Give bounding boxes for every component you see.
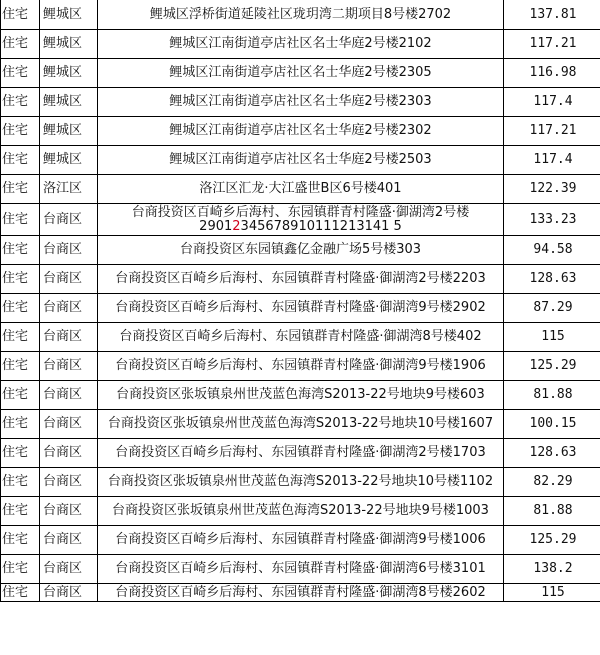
- cell-district: 鲤城区: [40, 146, 98, 175]
- cell-district: 鲤城区: [40, 117, 98, 146]
- cell-address: 台商投资区百崎乡后海村、东园镇群青村隆盛·御湖湾6号楼3101: [98, 555, 504, 584]
- address-line-1: 台商投资区百崎乡后海村、东园镇群青村隆盛·御湖湾2号楼: [131, 204, 470, 220]
- address-line-2-end: 345678910111213141 5: [240, 218, 402, 234]
- cell-area: 117.4: [504, 88, 600, 117]
- cell-type: 住宅: [1, 439, 40, 468]
- cell-address: 鲤城区江南街道亭店社区名士华庭2号楼2102: [98, 30, 504, 59]
- cell-district: 台商区: [40, 294, 98, 323]
- table-row: [1, 204, 600, 236]
- table-row: [1, 236, 600, 265]
- table-row: [1, 584, 600, 602]
- cell-address: 鲤城区浮桥街道延陵社区珑玥湾二期项目8号楼2702: [98, 0, 504, 30]
- cell-area: 137.81: [504, 0, 600, 30]
- cell-address: 台商投资区张坂镇泉州世茂蓝色海湾S2013-22号地块9号楼1003: [98, 497, 504, 526]
- table-row: [1, 88, 600, 117]
- cell-area: 117.21: [504, 117, 600, 146]
- cell-address: [98, 204, 504, 236]
- cell-type: 住宅: [1, 584, 40, 602]
- cell-address: 台商投资区百崎乡后海村、东园镇群青村隆盛·御湖湾2号楼1703: [98, 439, 504, 468]
- cell-area: 122.39: [504, 175, 600, 204]
- cell-district: 台商区: [40, 204, 98, 236]
- cell-address: 鲤城区江南街道亭店社区名士华庭2号楼2305: [98, 59, 504, 88]
- cell-type: 住宅: [1, 88, 40, 117]
- cell-district: 台商区: [40, 468, 98, 497]
- cell-type: 住宅: [1, 0, 40, 30]
- cell-district: 台商区: [40, 323, 98, 352]
- cell-district: 鲤城区: [40, 30, 98, 59]
- table-row: [1, 439, 600, 468]
- cell-address: 鲤城区江南街道亭店社区名士华庭2号楼2303: [98, 88, 504, 117]
- cell-area: 115: [504, 584, 600, 602]
- cell-type: 住宅: [1, 323, 40, 352]
- cell-type: 住宅: [1, 381, 40, 410]
- cell-address: 台商投资区张坂镇泉州世茂蓝色海湾S2013-22号地块9号楼603: [98, 381, 504, 410]
- cell-area: 115: [504, 323, 600, 352]
- cell-address: 台商投资区张坂镇泉州世茂蓝色海湾S2013-22号地块10号楼1102: [98, 468, 504, 497]
- cell-district: 鲤城区: [40, 59, 98, 88]
- cell-type: 住宅: [1, 497, 40, 526]
- address-line-2-start: 2901: [199, 218, 233, 234]
- table-row: [1, 410, 600, 439]
- cell-address: 鲤城区江南街道亭店社区名士华庭2号楼2503: [98, 146, 504, 175]
- cell-address: 台商投资区百崎乡后海村、东园镇群青村隆盛·御湖湾9号楼1006: [98, 526, 504, 555]
- cell-district: 台商区: [40, 236, 98, 265]
- cell-area: 94.58: [504, 236, 600, 265]
- table-row: [1, 294, 600, 323]
- table-row: [1, 352, 600, 381]
- table-row: [1, 381, 600, 410]
- table-row: [1, 30, 600, 59]
- cell-district: 台商区: [40, 497, 98, 526]
- cell-type: 住宅: [1, 526, 40, 555]
- cell-area: 117.21: [504, 30, 600, 59]
- cell-address: 台商投资区张坂镇泉州世茂蓝色海湾S2013-22号地块10号楼1607: [98, 410, 504, 439]
- cell-type: 住宅: [1, 468, 40, 497]
- cell-address: 台商投资区百崎乡后海村、东园镇群青村隆盛·御湖湾8号楼2602: [98, 584, 504, 602]
- cell-type: 住宅: [1, 175, 40, 204]
- cell-district: 台商区: [40, 352, 98, 381]
- cell-type: 住宅: [1, 146, 40, 175]
- cell-address: 台商投资区百崎乡后海村、东园镇群青村隆盛·御湖湾2号楼2203: [98, 265, 504, 294]
- cell-area: 81.88: [504, 381, 600, 410]
- cell-address: 洛江区汇龙·大江盛世B区6号楼401: [98, 175, 504, 204]
- cell-district: 台商区: [40, 526, 98, 555]
- cell-type: 住宅: [1, 294, 40, 323]
- table-row: [1, 175, 600, 204]
- cell-area: 133.23: [504, 204, 600, 236]
- table-row: [1, 323, 600, 352]
- cell-type: 住宅: [1, 555, 40, 584]
- table-row: [1, 468, 600, 497]
- cell-area: 100.15: [504, 410, 600, 439]
- cell-district: 台商区: [40, 584, 98, 602]
- cell-type: 住宅: [1, 410, 40, 439]
- cell-type: 住宅: [1, 236, 40, 265]
- cell-area: 138.2: [504, 555, 600, 584]
- cell-area: 82.29: [504, 468, 600, 497]
- table-row: [1, 555, 600, 584]
- table-row: [1, 117, 600, 146]
- table-row: [1, 265, 600, 294]
- cell-type: 住宅: [1, 59, 40, 88]
- cell-type: 住宅: [1, 30, 40, 59]
- cell-address: 台商投资区东园镇鑫亿金融广场5号楼303: [98, 236, 504, 265]
- cell-type: 住宅: [1, 117, 40, 146]
- cell-address: 台商投资区百崎乡后海村、东园镇群青村隆盛·御湖湾8号楼402: [98, 323, 504, 352]
- cell-address: 台商投资区百崎乡后海村、东园镇群青村隆盛·御湖湾9号楼1906: [98, 352, 504, 381]
- cell-area: 128.63: [504, 439, 600, 468]
- cell-type: 住宅: [1, 265, 40, 294]
- cell-area: 116.98: [504, 59, 600, 88]
- address-line-2: [98, 220, 503, 234]
- table-row: [1, 59, 600, 88]
- cell-address: 鲤城区江南街道亭店社区名士华庭2号楼2302: [98, 117, 504, 146]
- table-row: [1, 0, 600, 30]
- cell-area: 87.29: [504, 294, 600, 323]
- cell-district: 洛江区: [40, 175, 98, 204]
- cell-area: 125.29: [504, 352, 600, 381]
- cell-area: 117.4: [504, 146, 600, 175]
- cell-address: 台商投资区百崎乡后海村、东园镇群青村隆盛·御湖湾9号楼2902: [98, 294, 504, 323]
- cell-area: 125.29: [504, 526, 600, 555]
- cell-district: 鲤城区: [40, 88, 98, 117]
- address-line-2-highlight: 2: [232, 218, 241, 234]
- cell-district: 台商区: [40, 265, 98, 294]
- table-body: [1, 0, 600, 602]
- cell-district: 台商区: [40, 439, 98, 468]
- cell-area: 128.63: [504, 265, 600, 294]
- cell-district: 鲤城区: [40, 0, 98, 30]
- table-row: [1, 146, 600, 175]
- cell-type: 住宅: [1, 352, 40, 381]
- cell-area: 81.88: [504, 497, 600, 526]
- cell-district: 台商区: [40, 381, 98, 410]
- cell-district: 台商区: [40, 555, 98, 584]
- cell-type: 住宅: [1, 204, 40, 236]
- table-row: [1, 526, 600, 555]
- table-row: [1, 497, 600, 526]
- cell-district: 台商区: [40, 410, 98, 439]
